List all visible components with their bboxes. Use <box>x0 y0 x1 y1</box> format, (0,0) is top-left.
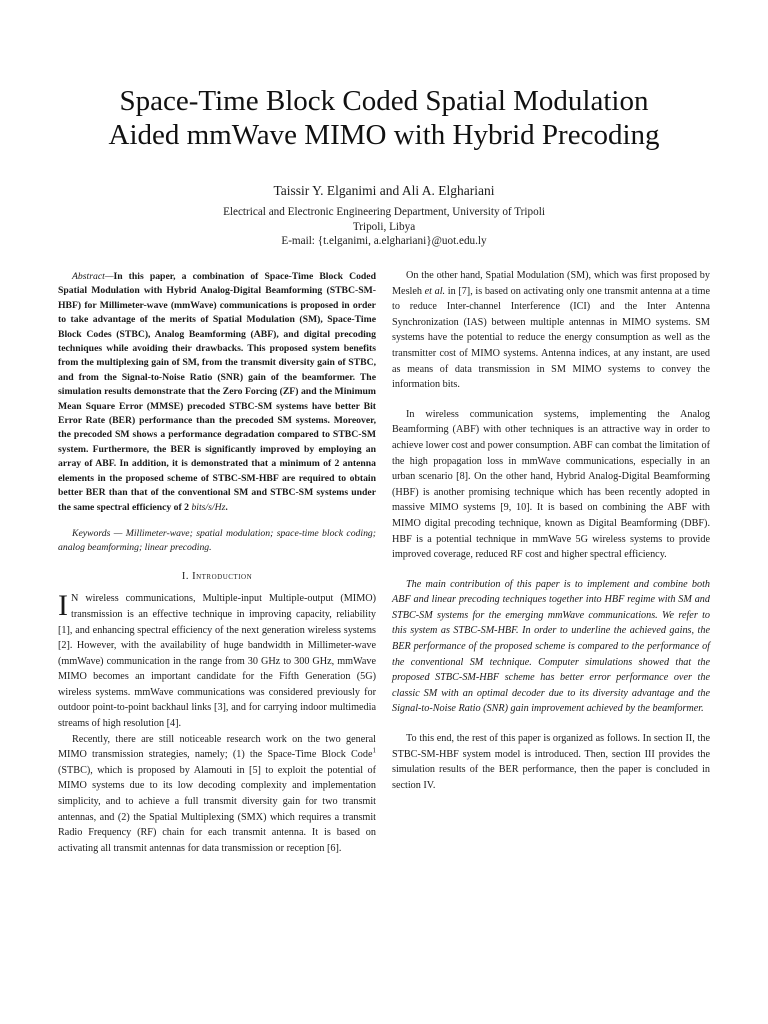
affiliation <box>40 205 728 249</box>
affiliation-city: Tripoli, Libya <box>352 220 416 233</box>
author-email: E-mail: {t.elganimi, a.elghariani}@uot.edu.ly <box>281 235 487 247</box>
intro-paragraph-2 <box>58 732 376 857</box>
drop-cap: I <box>58 589 68 623</box>
right-paragraph-1 <box>392 268 710 393</box>
right-paragraph-4: To this end, the rest of this paper is organized as follows. In section II, the STBC-SM-HBF system model is introduced. Then, section III provides the simulation results of the BER performance, then the paper is concluded in section IV. <box>392 733 710 791</box>
paper-title <box>40 84 728 152</box>
keywords <box>58 527 376 556</box>
abstract-math: bits/s/Hz <box>191 501 226 513</box>
affiliation-department: Electrical and Electronic Engineering Department, University of Tripoli <box>223 206 545 218</box>
right-p1-text-b: in [7], is based on activating only one transmit antenna at a time to reduce Inter-channel Interference (ICI) and the Inter Antenna Synchronization (IAS) between multiple antennas in MIMO systems. SM systems have the potential to reduce the energy consumption as well as the transmitter cost of MIMO systems. Antenna indices, at any instant, are used as means of data transmission in SM MIMO systems to convey the information bits. <box>392 285 710 391</box>
section-heading-introduction <box>58 569 376 585</box>
intro-p2-text-a: Recently, there are still noticeable research work on the two general MIMO transmission strategies, namely; (1) the Space-Time Block Code <box>58 733 376 761</box>
abstract-text: In this paper, a combination of Space-Time Block Coded Spatial Modulation with Hybrid Analog-Digital Beamforming (STBC-SM-HBF) for Millimeter-wave (mmWave) communications is proposed in order to take advantage of the merits of Spatial Modulation (SM), Space-Time Block Codes (STBC), Analog Beamforming (ABF), and digital precoding techniques while avoiding their drawbacks. This proposed system benefits from the multiplexing gain of SM, from the transmit diversity gain of STBC, and from the Signal-to-Noise Ratio (SNR) gain of the beamformer. The simulation results demonstrate that the Zero Forcing (ZF) and the Minimum Mean Square Error (MMSE) precoded STBC-SM systems have better Bit Error Rate (BER) performance than the precoded SM systems. Moreover, the precoded SM shows a performance degradation compared to STBC-SM system. Furthermore, the BER is significantly improved by employing an array of ABF. In addition, it is demonstrated that a minimum of 2 antenna elements in the proposed scheme of STBC-SM-HBF are required to obtain better BER than that of the conventional SM and STBC-SM systems under the same spectral efficiency of 2 <box>58 271 376 513</box>
section-title: Introduction <box>192 570 253 582</box>
right-column <box>392 268 710 793</box>
right-paragraph-3: The main contribution of this paper is to implement and combine both ABF and linear precoding techniques together into HBF regime with SM and STBC-SM systems for the emerging mmWave communications. We refer to this system as STBC-SM-HBF. In order to underline the achieved gains, the BER performance of the proposed scheme is compared to the performance of the conventional SM technique. Computer simulations showed that the proposed STBC-SM-HBF scheme has better error performance over the classic SM with an optimal decoder due to its diversity advantage and the Signal-to-Noise Ratio (SNR) gain improvement achieved by the beamformer. <box>392 578 710 715</box>
keywords-text: Millimeter-wave; spatial modulation; space-time block coding; analog beamforming; linear precoding. <box>58 527 376 554</box>
abstract-end: . <box>225 501 228 513</box>
abstract <box>58 270 376 515</box>
abstract-label: Abstract <box>72 271 105 282</box>
right-paragraph-2: In wireless communication systems, implementing the Analog Beamforming (ABF) with other techniques is an attractive way in order to achieve lower cost and power consumption. ABF can combat the limitation of the high propagation loss in mmWave communications, especially in an urban scenario [8]. On the other hand, Hybrid Analog-Digital Beamforming (HBF) is another promising technique which has been recently adopted in massive MIMO systems [9, 10]. It is based on combining the ABF with MIMO digital precoding technique, known as Digital Beamforming (DBF). HBF is a potential technique in mmWave 5G wireless systems to provide improved coverage, reduced RF cost and higher spectral efficiency. <box>392 408 711 561</box>
authors: Taissir Y. Elganimi and Ali A. Elghariani <box>273 183 495 198</box>
right-p1-text-a: On the other hand, Spatial Modulation (SM), which was first proposed by Mesleh <box>392 270 710 297</box>
section-number: I. <box>181 570 189 582</box>
title-line-1: Space-Time Block Coded Spatial Modulation <box>119 85 649 117</box>
intro-paragraph-1 <box>58 591 376 731</box>
keywords-label: Keywords — <box>72 527 126 539</box>
title-line-2: Aided mmWave MIMO with Hybrid Precoding <box>108 119 660 151</box>
footnote-mark: 1 <box>372 746 376 755</box>
abstract-dash: — <box>104 271 114 282</box>
right-p1-etal: et al. <box>424 285 446 297</box>
intro-p1-text: N wireless communications, Multiple-input Multiple-output (MIMO) transmission is an effective technique in improving capacity, reliability [1], and enhancing spectral efficiency of the next generation wireless systems [2]. However, with the availability of huge bandwidth in Millimeter-wave (mmWave) communication in the range from 30 GHz to 300 GHz, mmWave MIMO becomes an important candidate for the Fifth Generation (5G) wireless systems. mmWave communications was considered previously for outdoor point-to-point backhaul links [3], and for carrying indoor multimedia streams of high resolution [4]. <box>58 593 376 730</box>
left-column <box>58 268 376 856</box>
intro-p2-text-b: (STBC), which is proposed by Alamouti in [5] to exploit the potential of MIMO systems due to its low decoding complexity and implementation simplicity, and to achieve a full transmit diversity gain for two transmit antennas, and (2) the Spatial Multiplexing (SMX) which requires a transmit Radio Frequency (RF) chain for each transmit antenna. It is based on activating all transmit antennas for data transmission or reception [6]. <box>58 764 376 854</box>
